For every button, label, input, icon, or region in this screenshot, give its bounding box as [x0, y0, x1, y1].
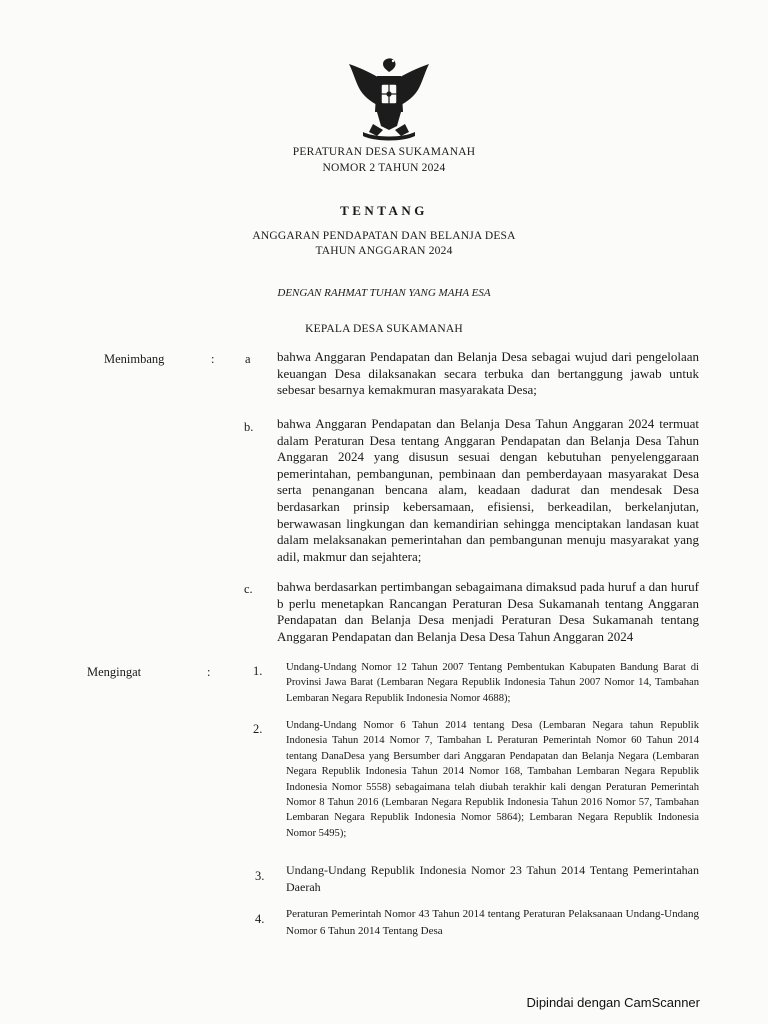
menimbang-item-c: bahwa berdasarkan pertimbangan sebagaimana dimaksud pada huruf a dan huruf b perlu menetapkan Rancangan Peraturan Desa Sukamanah tentang Anggaran Pendapatan dan Belanja Desa menjadi Peraturan Desa Sukamanah tentang Anggaran Pendapatan dan Belanja Desa Desa Tahun Anggaran 2024 [277, 579, 699, 644]
mengingat-marker-4: 4. [255, 912, 265, 926]
subject-title-line1: ANGGARAN PENDAPATAN DAN BELANJA DESA [252, 230, 516, 242]
regulation-number: NOMOR 2 TAHUN 2024 [322, 162, 446, 174]
mengingat-marker-3: 3. [255, 869, 265, 883]
mengingat-colon: : [207, 665, 211, 679]
regulation-title: PERATURAN DESA SUKAMANAH [292, 146, 476, 158]
menimbang-item-a: bahwa Anggaran Pendapatan dan Belanja Desa sebagai wujud dari pengelolaan keuangan Desa dilaksanakan secara terbuka dan bertanggung jawab untuk sebesar besarnya kemakmuran masyarakata Desa; [277, 349, 699, 398]
mengingat-label: Mengingat [87, 665, 142, 679]
menimbang-item-b: bahwa Anggaran Pendapatan dan Belanja Desa Tahun Anggaran 2024 termuat dalam Peraturan Desa tentang Anggaran Pendapatan dan Belanja Desa Tahun Anggaran 2024 yang disusun sesuai dengan kebutuhan penyelenggaraan pemerintahan, pembangunan, pembinaan dan pemberdayaan masyarakat Desa serta penanganan bencana alam, keadaan dadurat dan mendesak Desa berdasarkan prinsip kebersamaan, efisiensi, berkeadilan, berkelanjutan, berwawasan lingkungan dan kemandirian sehingga menciptakan landasan kuat dalam melaksanakan pemerintahan dan pembangunan menuju masyarakat yang adil, makmur dan sejahtera; [277, 416, 699, 564]
garuda-emblem [343, 50, 435, 142]
mengingat-marker-2: 2. [253, 722, 263, 736]
mengingat-item-2: Undang-Undang Nomor 6 Tahun 2014 tentang Desa (Lembaran Negara tahun Republik Indonesia Tahun 2014 Nomor 7, Tambahan L Peraturan Pemerintah Nomor 60 Tahun 2014 tentang DanaDesa yang Bersumber dari Anggaran Pendapatan dan Belanja Negara (Lembaran Negara Republik Indonesia Tahun 2014 Nomor 168, Tambahan Lembaran Negara Republik Indonesia Nomor 5558) sebagaimana telah diubah terakhir kali dengan Peraturan Pemerintah Nomor 8 Tahun 2016 (Lembaran Negara Republik Indonesia Tahun 2016 Nomor 57, Tambahan Lembaran Negara Republik Indonesia Nomor 5864); Lembaran Negara Republik Indonesia Nomor 5495); [286, 720, 699, 839]
mengingat-item-4: Peraturan Pemerintah Nomor 43 Tahun 2014 tentang Peraturan Pelaksanaan Undang-Undang Nomor 6 Tahun 2014 Tentang Desa [286, 908, 699, 937]
mengingat-marker-1: 1. [253, 664, 263, 678]
menimbang-colon: : [211, 352, 215, 366]
menimbang-marker-b: b. [244, 420, 254, 434]
mengingat-item-3: Undang-Undang Republik Indonesia Nomor 23 Tahun 2014 Tentang Pemerintahan Daerah [286, 863, 699, 894]
official-title: KEPALA DESA SUKAMANAH [305, 323, 463, 335]
menimbang-label: Menimbang [104, 352, 165, 366]
mengingat-item-1: Undang-Undang Nomor 12 Tahun 2007 Tentang Pembentukan Kabupaten Bandung Barat di Provinsi Jawa Barat (Lembaran Negara Republik Indonesia Tahun 2007 Nomor 14, Tambahan Lembaran Negara Republik Indonesia Nomor 4688); [286, 662, 699, 704]
invocation: DENGAN RAHMAT TUHAN YANG MAHA ESA [277, 287, 491, 299]
menimbang-marker-a: a [245, 352, 251, 366]
menimbang-marker-c: c. [244, 582, 253, 596]
subject-title-line2: TAHUN ANGGARAN 2024 [315, 245, 453, 257]
camscanner-watermark: Dipindai dengan CamScanner [526, 995, 700, 1010]
tentang-heading: TENTANG [340, 203, 428, 218]
